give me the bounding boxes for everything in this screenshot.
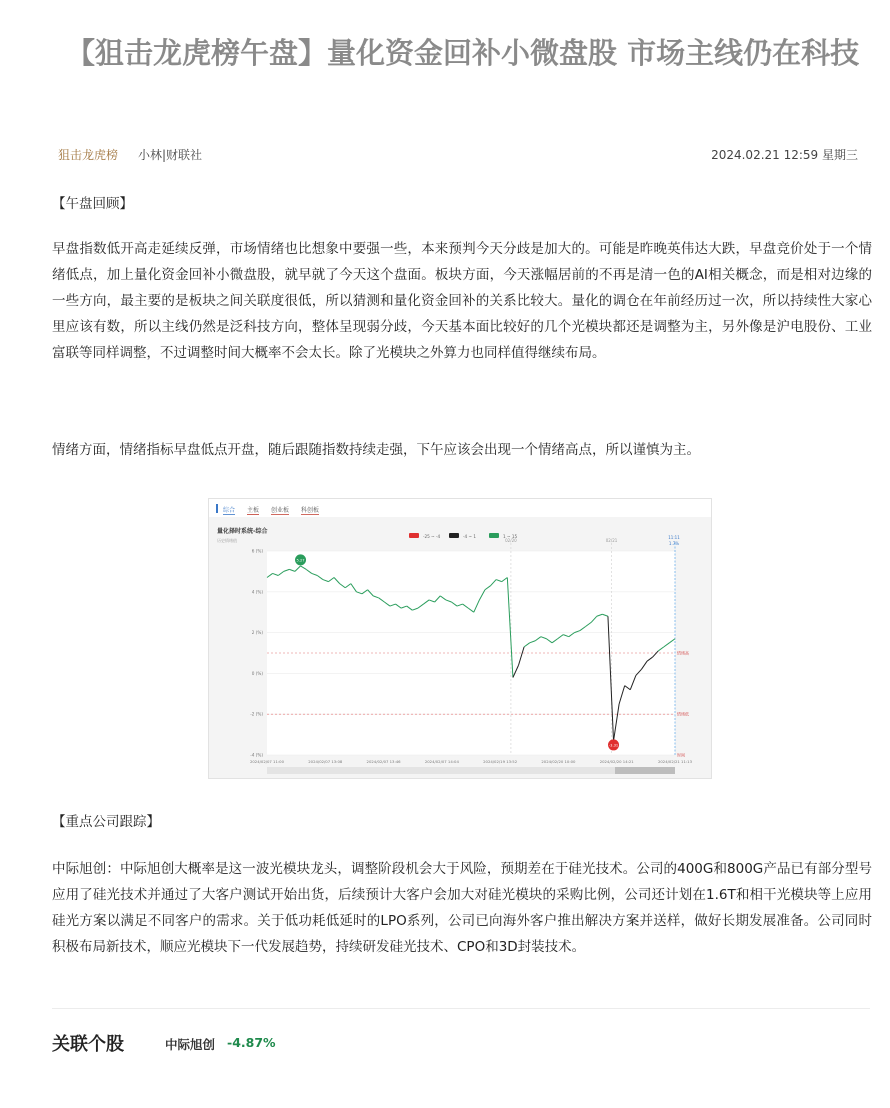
section-divider — [52, 1008, 870, 1009]
chart-tab-0: 综合 — [223, 507, 236, 514]
x-tick-label-1: 2024/02/07 13:08 — [308, 759, 343, 764]
related-stock-change: -4.87% — [227, 1035, 276, 1050]
low-marker-label: -3.31 — [608, 743, 619, 748]
chart-scroll-track — [267, 767, 675, 774]
x-tick-label-4: 2024/02/19 13:52 — [483, 759, 518, 764]
section-heading-company-tracking: 【重点公司跟踪】 — [52, 814, 160, 830]
chart-title: 量化择时系统-综合 — [217, 528, 268, 535]
legend-swatch-1 — [449, 533, 459, 538]
y-tick-label-2: 2 (%) — [251, 630, 263, 636]
legend-label-0: -25 ~ -4 — [423, 534, 441, 539]
session-label-1: 02/21 — [605, 538, 618, 543]
y-tick-label-4: -2 (%) — [250, 711, 263, 717]
chart-subtitle: 历史情绪值 — [217, 538, 237, 543]
high-marker-label: 5.27 — [296, 558, 305, 563]
related-stock-link[interactable]: 中际旭创 — [165, 1037, 216, 1052]
chart-tab-2: 创业板 — [271, 507, 290, 514]
legend-swatch-2 — [489, 533, 499, 538]
chart-tab-1: 主板 — [247, 507, 260, 514]
article-title: 【狙击龙虎榜午盘】量化资金回补小微盘股 市场主线仍在科技 — [66, 36, 860, 70]
column-tag-link[interactable]: 狙击龙虎榜 — [58, 148, 119, 162]
publish-datetime: 2024.02.21 12:59 星期三 — [711, 148, 858, 162]
y-tick-label-1: 4 (%) — [251, 589, 263, 595]
y-tick-label-5: -4 (%) — [250, 752, 263, 758]
sentiment-chart-image — [208, 498, 712, 779]
legend-swatch-0 — [409, 533, 419, 538]
paragraph-company-tracking: 中际旭创：中际旭创大概率是这一波光模块龙头，调整阶段机会大于风险，预期差在于硅光技术。公司的400G和800G产品已有部分型号应用了硅光技术并通过了大客户测试开始出货，后续预计大客户会加大对硅光模块的采购比例，公司还计划在1.6T和相干光模块等上应用硅光方案以满足不同客户的需求。关于低功耗低延时的LPO系列，公司已向海外客户推出解决方案并送样，做好长期发展准备。公司同时积极布局新技术，顺应光模块下一代发展趋势，持续研发硅光技术、CPO和3D封装技术。 — [52, 861, 872, 955]
session-label-0: 02/20 — [505, 538, 517, 543]
section-heading-review: 【午盘回顾】 — [52, 196, 133, 212]
legend-label-1: -4 ~ 1 — [463, 534, 477, 539]
legend-label-2: 1 ~ 15 — [503, 534, 518, 539]
x-tick-label-2: 2024/02/07 13:46 — [366, 759, 401, 764]
current-time-label: 11:11 — [668, 535, 680, 540]
lower-threshold-label: 情绪低 — [677, 711, 689, 717]
y-tick-label-3: 0 (%) — [251, 670, 263, 676]
paragraph-market-review: 早盘指数低开高走延续反弹，市场情绪也比想象中要强一些，本来预判今天分歧是加大的。可能是昨晚英伟达大跌，早盘竞价处于一个情绪低点，加上量化资金回补小微盘股，就早就了今天这个盘面。板块方面，今天涨幅居前的不再是清一色的AI相关概念，而是相对边缘的一些方向，最主要的是板块之间关联度很低，所以猜测和量化资金回补的关系比较大。量化的调仓在年前经历过一次，所以持续性大家心里应该有数，所以主线仍然是泛科技方向，整体呈现弱分歧，今天基本面比较好的几个光模块都还是调整为主，另外像是沪电股份、工业富联等同样调整，不过调整时间大概率不会太长。除了光模块之外算力也同样值得继续布局。 — [52, 241, 872, 361]
chart-tab-3: 科创板 — [301, 507, 320, 514]
paragraph-sentiment: 情绪方面，情绪指标早盘低点开盘，随后跟随指数持续走强，下午应该会出现一个情绪高点，所以谨慎为主。 — [52, 442, 700, 458]
chart-scroll-thumb — [615, 767, 675, 774]
x-tick-label-5: 2024/02/20 10:00 — [541, 759, 576, 764]
x-tick-label-3: 2024/02/07 14:04 — [424, 759, 459, 764]
sentiment-chart-svg — [209, 499, 711, 778]
upper-threshold-label: 情绪高 — [677, 650, 689, 656]
y-tick-label-0: 6 (%) — [251, 548, 263, 554]
author-name: 小林|财联社 — [138, 148, 203, 162]
x-axis-end-label: 时间 — [677, 752, 685, 758]
related-stocks-heading: 关联个股 — [52, 1034, 124, 1055]
chart-tab-accent — [216, 504, 218, 513]
x-tick-label-6: 2024/02/20 14:21 — [599, 759, 634, 764]
current-value-label: 1.7% — [668, 541, 680, 546]
x-tick-label-0: 2024/02/07 11:00 — [249, 759, 285, 764]
article-meta — [58, 146, 858, 164]
x-tick-label-7: 2024/02/21 11:13 — [657, 759, 693, 764]
